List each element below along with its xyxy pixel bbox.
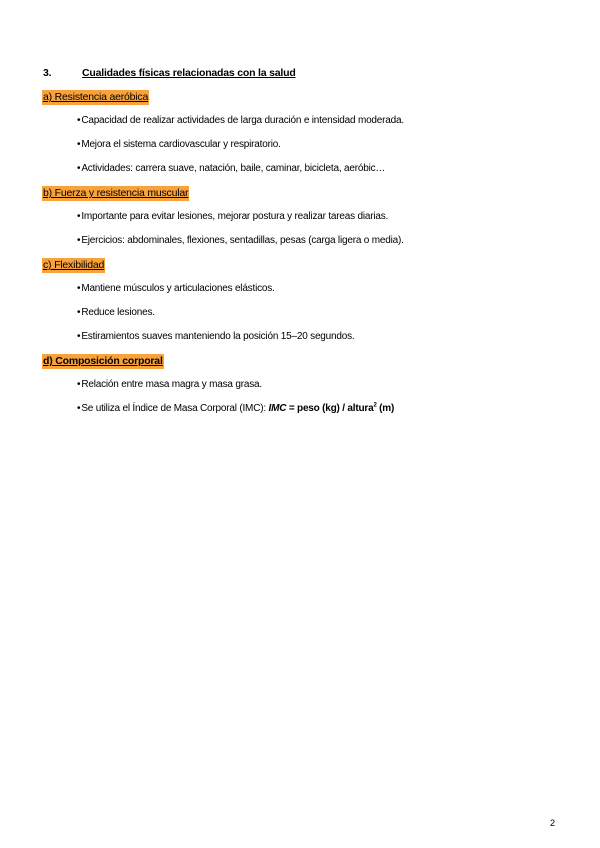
- formula-unit: (m): [376, 403, 395, 414]
- list-item: •Relación entre masa magra y masa grasa.: [77, 379, 262, 390]
- bullet-icon: •: [77, 403, 81, 414]
- subheading-resistencia-aerobica: a) Resistencia aeróbica: [43, 91, 149, 103]
- formula-symbol: IMC: [268, 403, 287, 414]
- list-item: •Ejercicios: abdominales, flexiones, sentadillas, pesas (carga ligera o media).: [77, 235, 404, 246]
- bullet-icon: •: [77, 139, 81, 150]
- bullet-icon: •: [77, 283, 81, 294]
- list-item: •Capacidad de realizar actividades de larga duración e intensidad moderada.: [77, 115, 404, 126]
- bullet-icon: •: [77, 331, 81, 342]
- page-number: 2: [550, 818, 556, 828]
- list-item: •Mejora el sistema cardiovascular y respiratorio.: [77, 139, 281, 150]
- list-item: •Reduce lesiones.: [77, 307, 155, 318]
- bullet-icon: •: [77, 235, 81, 246]
- bullet-icon: •: [77, 163, 81, 174]
- list-item: •Mantiene músculos y articulaciones elásticos.: [77, 283, 275, 294]
- list-item-formula: [77, 403, 394, 414]
- bullet-icon: •: [77, 211, 81, 222]
- subheading-flexibilidad: c) Flexibilidad: [43, 259, 105, 271]
- bullet-icon: •: [77, 379, 81, 390]
- section-title: Cualidades físicas relacionadas con la salud: [82, 67, 296, 79]
- list-item: •Actividades: carrera suave, natación, baile, caminar, bicicleta, aeróbic…: [77, 163, 386, 174]
- bullet-icon: •: [77, 307, 81, 318]
- formula-equation: = peso (kg) / altura: [286, 403, 374, 414]
- section-heading: [43, 67, 296, 79]
- subheading-composicion-corporal: d) Composición corporal: [43, 355, 163, 367]
- section-number: 3.: [43, 67, 52, 79]
- formula-prefix: Se utiliza el Índice de Masa Corporal (IMC):: [81, 403, 269, 414]
- subheading-fuerza-resistencia: b) Fuerza y resistencia muscular: [43, 187, 189, 199]
- bullet-icon: •: [77, 115, 81, 126]
- list-item: •Importante para evitar lesiones, mejorar postura y realizar tareas diarias.: [77, 211, 389, 222]
- list-item: •Estiramientos suaves manteniendo la posición 15–20 segundos.: [77, 331, 355, 342]
- formula-exponent: 2: [373, 402, 377, 409]
